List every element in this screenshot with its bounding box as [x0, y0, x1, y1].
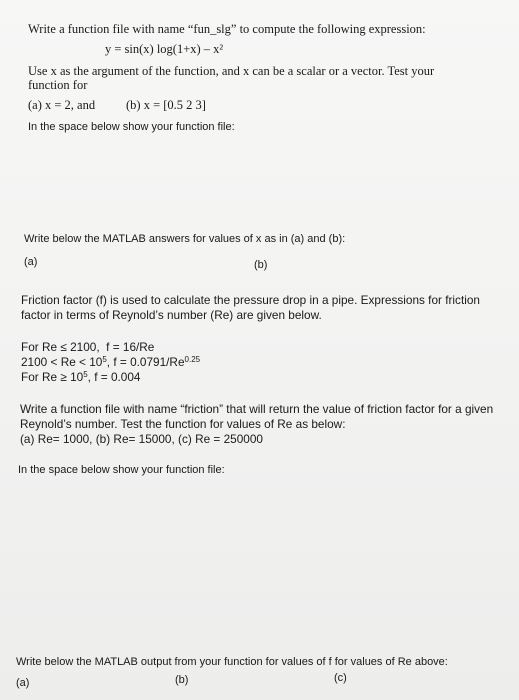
problem2-condition-3 [21, 370, 140, 384]
condition2-formula: , f = 0.0791/Re [106, 355, 185, 369]
problem1-show-prompt: In the space below show your function file: [28, 121, 235, 133]
condition3-range-exponent: 5 [83, 370, 88, 379]
condition2-range-exponent: 5 [102, 355, 107, 364]
problem2-condition-1 [21, 340, 154, 354]
condition1-formula: f = 16/Re [106, 340, 155, 354]
problem1-instruction: Write a function file with name “fun_slg” to compute the following expression: [28, 22, 426, 36]
problem1-answer-label-a: (a) [24, 256, 38, 268]
problem2-show-prompt: In the space below show your function file: [18, 464, 225, 476]
problem2-test-values: (a) Re= 1000, (b) Re= 15000, (c) Re = 250000 [20, 432, 263, 446]
problem2-output-prompt: Write below the MATLAB output from your function for values of f for values of Re above: [16, 656, 448, 668]
problem1-expression: y = sin(x) log(1+x) – x² [105, 42, 224, 56]
problem1-answer-label-b: (b) [254, 259, 268, 271]
problem2-output-label-c: (c) [334, 672, 347, 684]
condition1-range: For Re ≤ 2100, [21, 340, 100, 354]
condition2-range: 2100 < Re < 10 [21, 355, 103, 369]
condition2-formula-exponent: 0.25 [184, 355, 201, 364]
condition3-formula: , f = 0.004 [87, 370, 141, 384]
condition3-range: For Re ≥ 10 [21, 370, 84, 384]
problem2-output-label-b: (b) [175, 674, 189, 686]
problem2-intro: Friction factor (f) is used to calculate the pressure drop in a pipe. Expressions for friction factor in terms of Reynold’s number (Re) are given below. [21, 293, 480, 322]
problem1-test-a: (a) x = 2, and [28, 98, 96, 112]
problem2-output-label-a: (a) [16, 677, 30, 689]
problem1-answers-prompt: Write below the MATLAB answers for values of x as in (a) and (b): [24, 233, 346, 245]
problem1-test-b: (b) x = [0.5 2 3] [126, 98, 206, 112]
problem1-usage-note: Use x as the argument of the function, and x can be a scalar or a vector. Test your function for [28, 64, 435, 92]
problem2-condition-2 [21, 355, 200, 369]
problem2-task: Write a function file with name “friction” that will return the value of friction factor for a given Reynold’s number. Test the function for values of Re as below: [20, 402, 494, 431]
